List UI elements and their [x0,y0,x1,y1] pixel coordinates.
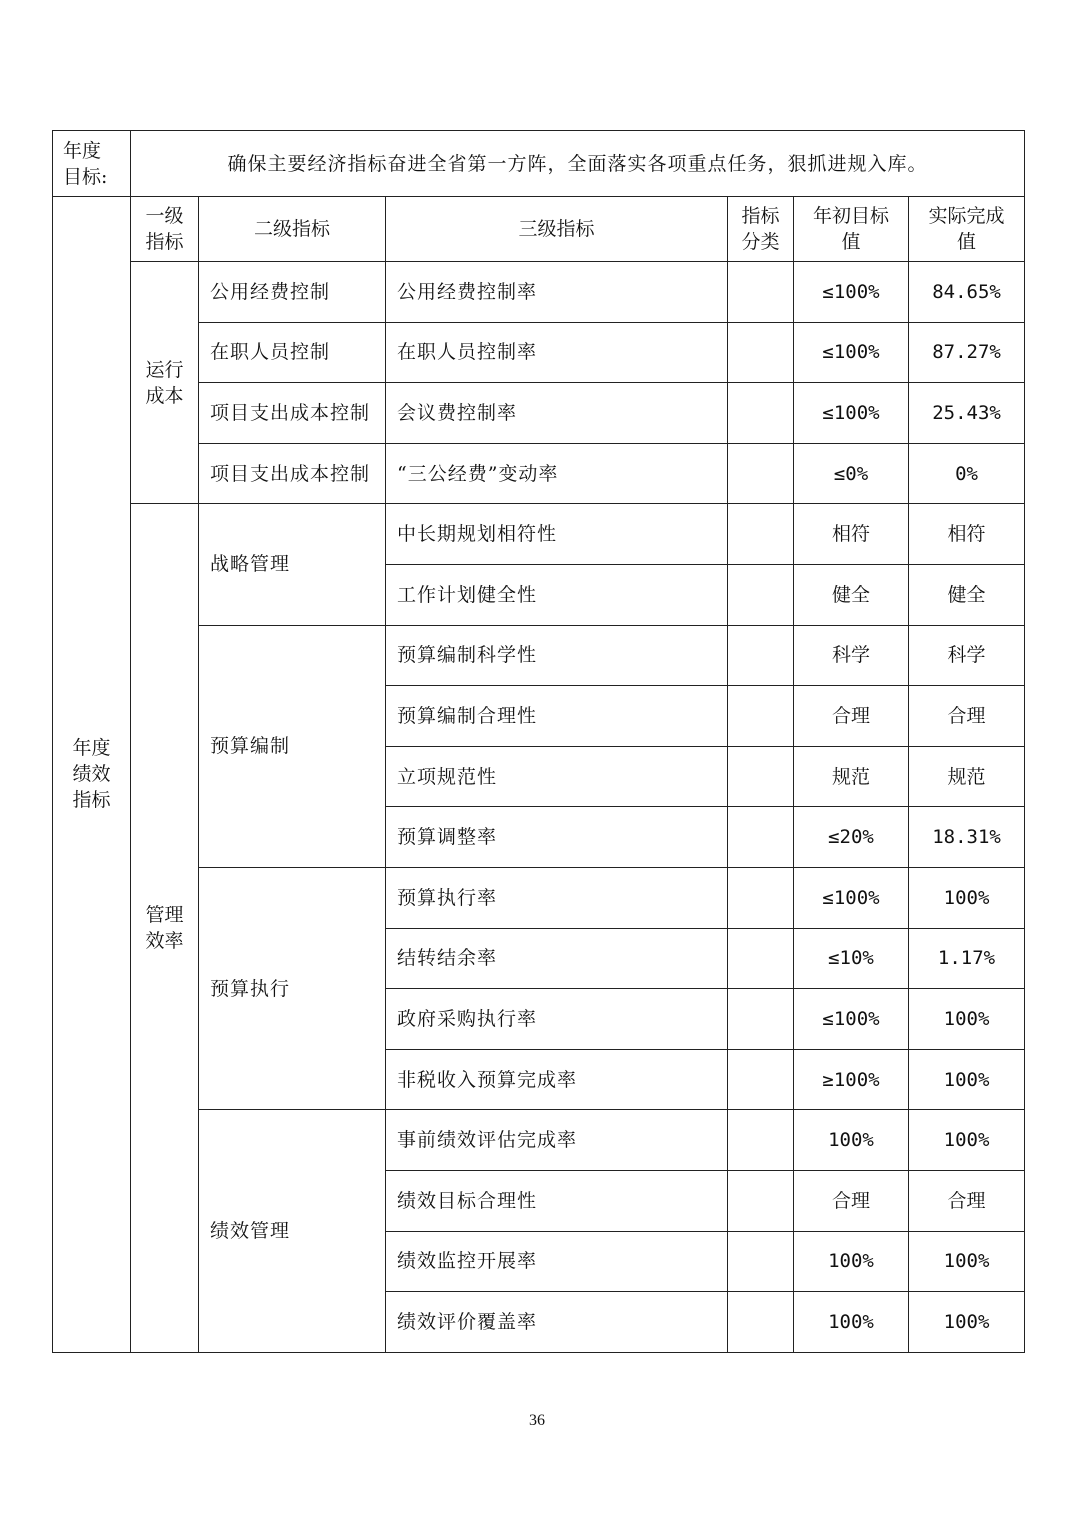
indicator-row [53,443,1025,504]
level2-cell: 项目支出成本控制 [199,383,386,444]
category-cell [728,867,794,928]
indicator-row [53,383,1025,444]
actual-cell: 100% [909,1110,1025,1171]
annual-indicators-label: 年度绩效指标 [53,197,131,1353]
target-cell: ≤100% [794,867,909,928]
header-target: 年初目标值 [794,197,909,262]
target-cell: ≤10% [794,928,909,989]
indicator-row [53,867,1025,928]
actual-cell: 100% [909,1231,1025,1292]
level3-cell: 工作计划健全性 [386,564,728,625]
target-cell: ≤100% [794,989,909,1050]
actual-cell: 84.65% [909,262,1025,323]
level3-cell: 非税收入预算完成率 [386,1049,728,1110]
target-cell: 合理 [794,686,909,747]
category-cell [728,564,794,625]
target-cell: ≤20% [794,807,909,868]
actual-cell: 87.27% [909,322,1025,383]
level3-cell: 预算调整率 [386,807,728,868]
level2-cell: 公用经费控制 [199,262,386,323]
level3-cell: 会议费控制率 [386,383,728,444]
category-cell [728,928,794,989]
page-number: 36 [529,1412,545,1429]
level1-cell: 管理效率 [131,504,199,1352]
level3-cell: 立项规范性 [386,746,728,807]
header-level3: 三级指标 [386,197,728,262]
actual-cell: 100% [909,1049,1025,1110]
level2-cell: 预算编制 [199,625,386,867]
target-cell: 健全 [794,564,909,625]
category-cell [728,625,794,686]
actual-cell: 科学 [909,625,1025,686]
level3-cell: 结转结余率 [386,928,728,989]
level1-cell: 运行成本 [131,262,199,504]
actual-cell: 规范 [909,746,1025,807]
category-cell [728,746,794,807]
level3-cell: 绩效目标合理性 [386,1170,728,1231]
header-category: 指标分类 [728,197,794,262]
level3-cell: 预算执行率 [386,867,728,928]
category-cell [728,1292,794,1353]
actual-cell: 25.43% [909,383,1025,444]
level3-cell: 预算编制合理性 [386,686,728,747]
category-cell [728,686,794,747]
category-cell [728,1170,794,1231]
target-cell: ≤0% [794,443,909,504]
target-cell: 规范 [794,746,909,807]
level3-cell: 绩效监控开展率 [386,1231,728,1292]
level2-cell: 战略管理 [199,504,386,625]
indicator-row [53,504,1025,565]
category-cell [728,1049,794,1110]
level2-cell: 绩效管理 [199,1110,386,1352]
actual-cell: 100% [909,989,1025,1050]
target-cell: ≤100% [794,262,909,323]
level3-cell: 预算编制科学性 [386,625,728,686]
actual-cell: 100% [909,867,1025,928]
goal-text: 确保主要经济指标奋进全省第一方阵，全面落实各项重点任务，狠抓进规入库。 [131,131,1025,197]
target-cell: 相符 [794,504,909,565]
target-cell: 100% [794,1231,909,1292]
target-cell: 科学 [794,625,909,686]
level3-cell: “三公经费”变动率 [386,443,728,504]
level2-cell: 项目支出成本控制 [199,443,386,504]
header-actual: 实际完成值 [909,197,1025,262]
actual-cell: 18.31% [909,807,1025,868]
category-cell [728,443,794,504]
actual-cell: 相符 [909,504,1025,565]
indicator-row [53,322,1025,383]
header-row [53,197,1025,262]
actual-cell: 0% [909,443,1025,504]
goal-label: 年度目标: [53,131,131,197]
category-cell [728,262,794,323]
level3-cell: 事前绩效评估完成率 [386,1110,728,1171]
actual-cell: 健全 [909,564,1025,625]
category-cell [728,1231,794,1292]
category-cell [728,383,794,444]
category-cell [728,504,794,565]
header-level1: 一级指标 [131,197,199,262]
goal-row [53,131,1025,197]
category-cell [728,322,794,383]
category-cell [728,989,794,1050]
indicator-row [53,1110,1025,1171]
target-cell: 合理 [794,1170,909,1231]
level3-cell: 在职人员控制率 [386,322,728,383]
level3-cell: 中长期规划相符性 [386,504,728,565]
indicator-row [53,625,1025,686]
target-cell: 100% [794,1110,909,1171]
actual-cell: 100% [909,1292,1025,1353]
performance-table [52,130,1025,1353]
indicator-row [53,262,1025,323]
target-cell: ≥100% [794,1049,909,1110]
actual-cell: 1.17% [909,928,1025,989]
target-cell: ≤100% [794,322,909,383]
target-cell: ≤100% [794,383,909,444]
level3-cell: 政府采购执行率 [386,989,728,1050]
header-level2: 二级指标 [199,197,386,262]
actual-cell: 合理 [909,686,1025,747]
level3-cell: 绩效评价覆盖率 [386,1292,728,1353]
level2-cell: 预算执行 [199,867,386,1109]
level2-cell: 在职人员控制 [199,322,386,383]
target-cell: 100% [794,1292,909,1353]
actual-cell: 合理 [909,1170,1025,1231]
category-cell [728,807,794,868]
category-cell [728,1110,794,1171]
level3-cell: 公用经费控制率 [386,262,728,323]
